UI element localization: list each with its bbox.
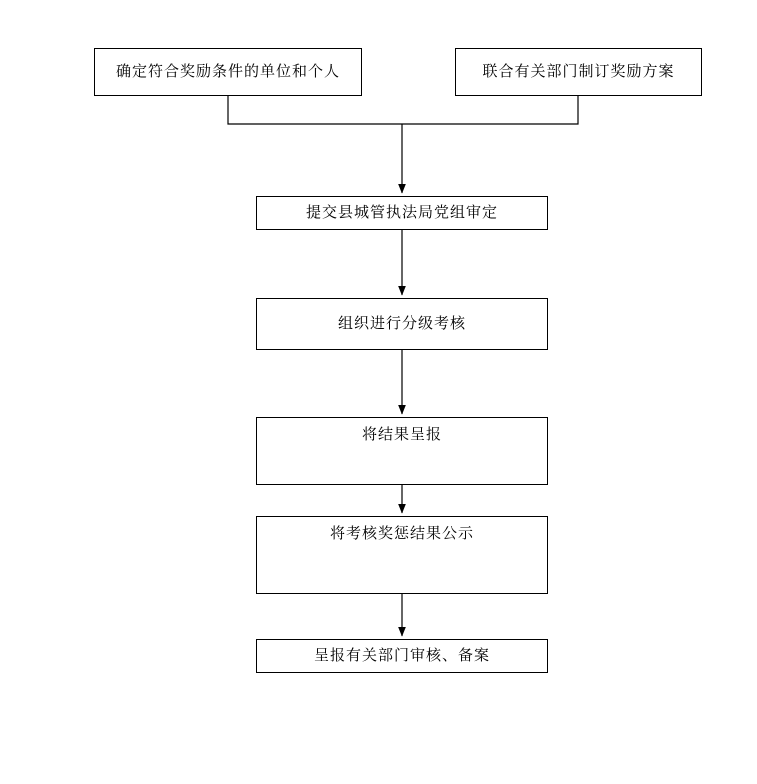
flow-node-report-results[interactable] bbox=[256, 417, 548, 485]
flow-node-label: 将结果呈报 bbox=[361, 427, 442, 443]
flow-node-label: 将考核奖惩结果公示 bbox=[329, 526, 474, 542]
flow-node-submit-for-record[interactable] bbox=[256, 639, 548, 673]
flow-node-submit-party-group-review[interactable] bbox=[256, 196, 548, 230]
flow-node-label: 组织进行分级考核 bbox=[337, 316, 466, 332]
flow-node-label: 联合有关部门制订奖励方案 bbox=[482, 64, 675, 80]
flow-node-label: 呈报有关部门审核、备案 bbox=[313, 648, 490, 664]
connector-n1-to-junction bbox=[228, 96, 402, 124]
flow-node-publicize-results[interactable] bbox=[256, 516, 548, 594]
flow-node-label: 提交县城管执法局党组审定 bbox=[305, 205, 498, 221]
connector-n2-to-junction bbox=[402, 96, 578, 124]
flow-node-determine-units[interactable] bbox=[94, 48, 362, 96]
flow-node-label: 确定符合奖励条件的单位和个人 bbox=[115, 64, 340, 80]
flow-node-joint-reward-plan[interactable] bbox=[455, 48, 702, 96]
flow-node-organize-graded-assessment[interactable] bbox=[256, 298, 548, 350]
